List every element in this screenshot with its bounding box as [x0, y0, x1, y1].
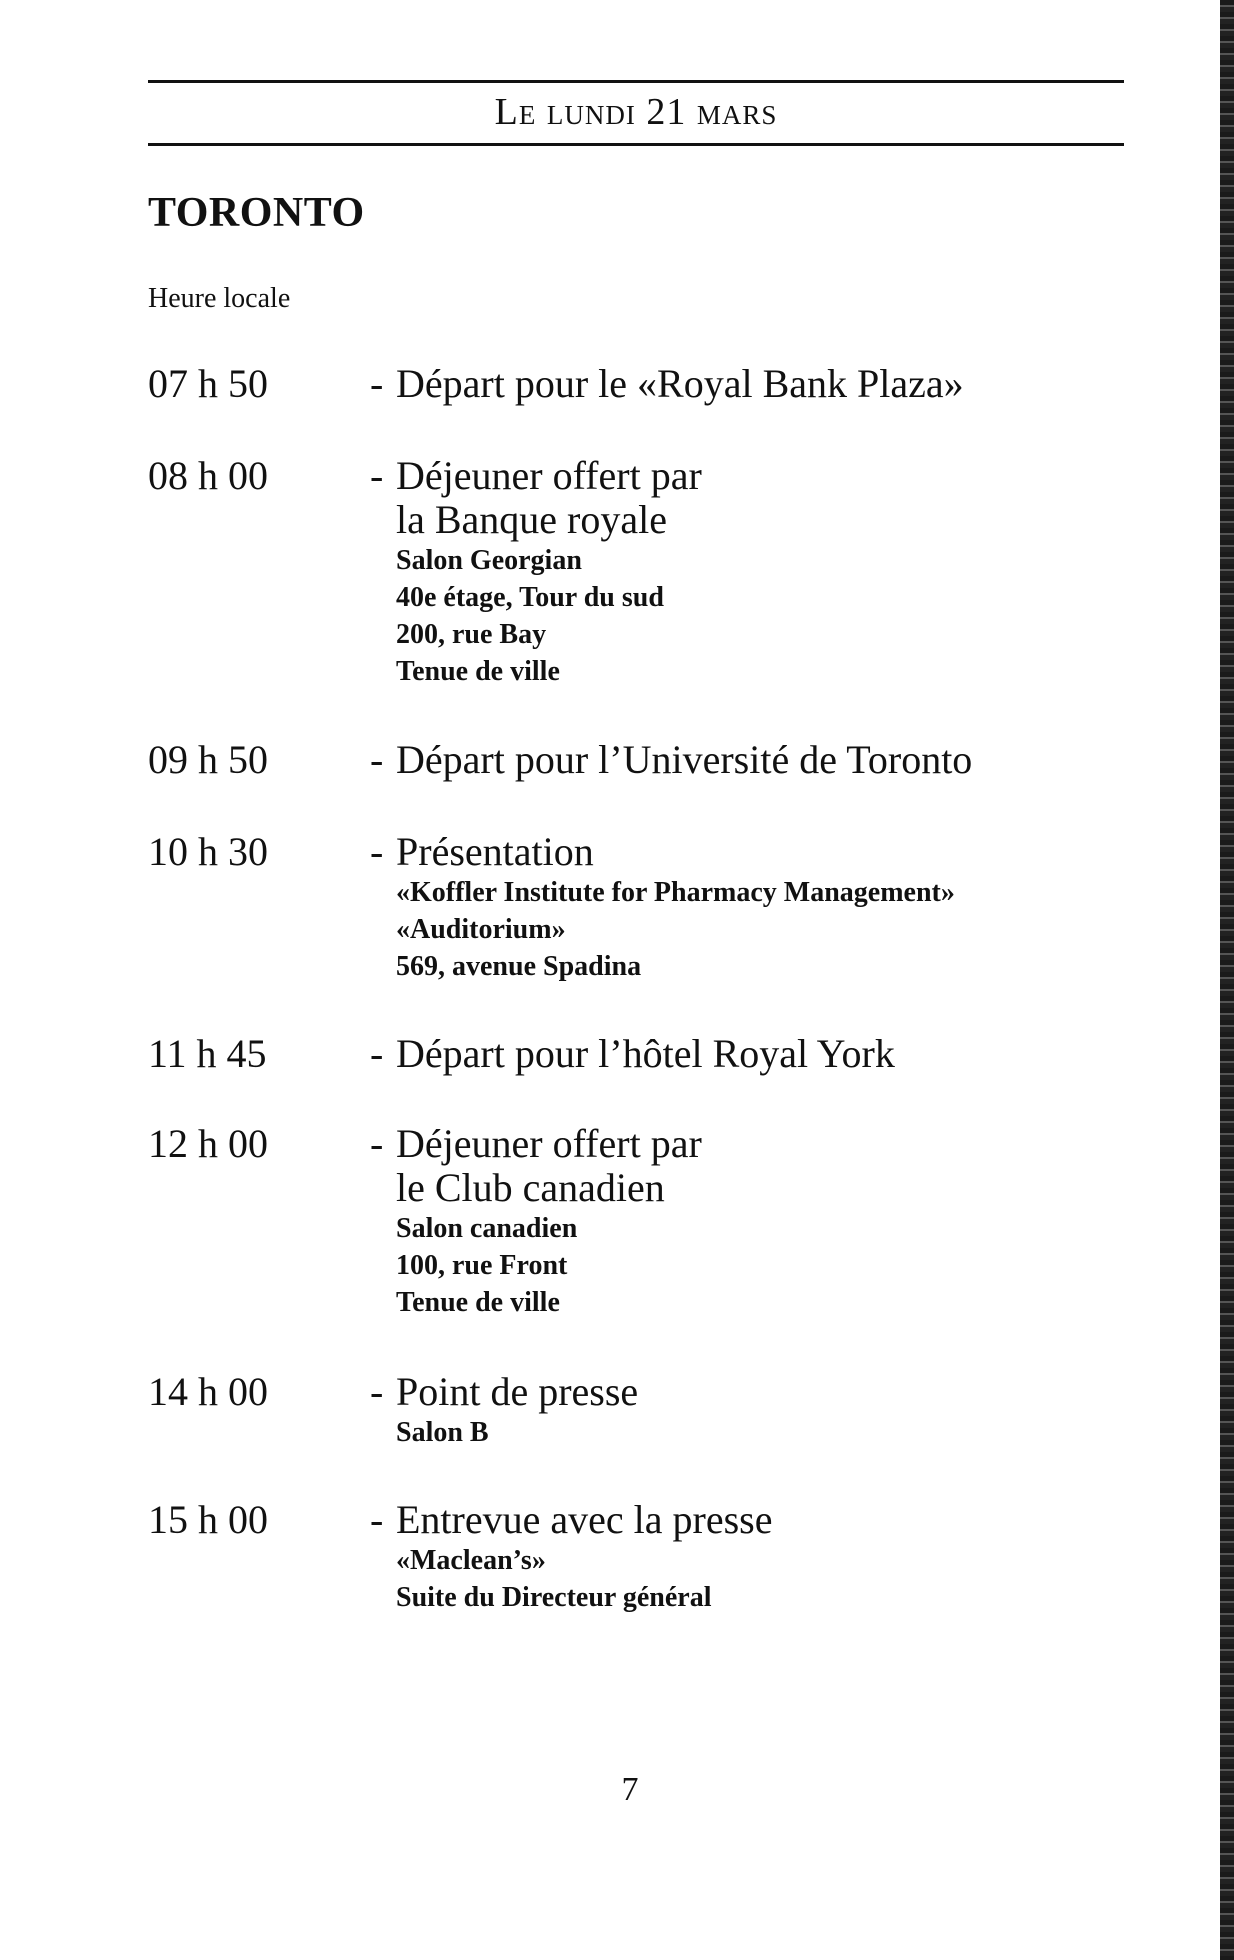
detail-line: Salon canadien [396, 1213, 578, 1244]
activity-line: Déjeuner offert par [396, 453, 702, 498]
entry-details [396, 874, 1176, 985]
detail-line: 40e étage, Tour du sud [396, 582, 664, 613]
timezone-label: Heure locale [148, 283, 291, 314]
header-bottom-rule [148, 143, 1124, 146]
detail-line: Tenue de ville [396, 656, 560, 687]
scan-edge [1220, 0, 1234, 1960]
entry-details [396, 542, 1176, 690]
detail-line: «Auditorium» [396, 914, 566, 945]
entry-time: 10 h 30 [148, 829, 268, 874]
detail-line: «Maclean’s» [396, 1545, 546, 1576]
activity-line: Entrevue avec la presse [396, 1497, 773, 1542]
activity-line: Départ pour l’hôtel Royal York [396, 1031, 895, 1076]
detail-line: Suite du Directeur général [396, 1582, 712, 1613]
detail-line: Salon Georgian [396, 545, 582, 576]
page-number: 7 [621, 1771, 639, 1808]
detail-line: 200, rue Bay [396, 619, 547, 650]
entry-activity: - Départ pour l’hôtel Royal York [370, 1031, 895, 1076]
entry-time: 09 h 50 [148, 737, 268, 782]
activity-line: Point de presse [396, 1369, 639, 1414]
detail-line: Salon B [396, 1417, 489, 1448]
detail-line: «Koffler Institute for Pharmacy Management» [396, 877, 955, 908]
entry-activity: - Départ pour le «Royal Bank Plaza» [370, 361, 964, 406]
entry-details [396, 1414, 1176, 1451]
entry-activity: - Déjeuner offert par la Banque royale [370, 454, 1170, 542]
entry-activity: - Présentation [370, 829, 594, 874]
entry-time: 11 h 45 [148, 1031, 267, 1076]
city-title: TORONTO [148, 190, 365, 236]
entry-time: 12 h 00 [148, 1121, 268, 1166]
entry-time: 07 h 50 [148, 361, 268, 406]
detail-line: 569, avenue Spadina [396, 951, 642, 982]
entry-time: 15 h 00 [148, 1497, 268, 1542]
activity-line: Départ pour l’Université de Toronto [396, 737, 973, 782]
detail-line: Tenue de ville [396, 1287, 560, 1318]
activity-line: le Club canadien [396, 1165, 665, 1210]
entry-time: 08 h 00 [148, 453, 268, 498]
activity-line: la Banque royale [396, 497, 667, 542]
entry-activity: - Départ pour l’Université de Toronto [370, 737, 973, 782]
entry-activity: - Entrevue avec la presse [370, 1497, 773, 1542]
entry-details [396, 1542, 1176, 1616]
entry-time: 14 h 00 [148, 1369, 268, 1414]
entry-activity: - Déjeuner offert par le Club canadien [370, 1122, 1170, 1210]
header-top-rule [148, 80, 1124, 83]
detail-line: 100, rue Front [396, 1250, 568, 1281]
entry-details [396, 1210, 1176, 1321]
activity-line: Déjeuner offert par [396, 1121, 702, 1166]
page-header: Le lundi 21 mars [494, 91, 778, 133]
entry-activity: - Point de presse [370, 1369, 639, 1414]
activity-line: Présentation [396, 829, 594, 874]
activity-line: Départ pour le «Royal Bank Plaza» [396, 361, 964, 406]
